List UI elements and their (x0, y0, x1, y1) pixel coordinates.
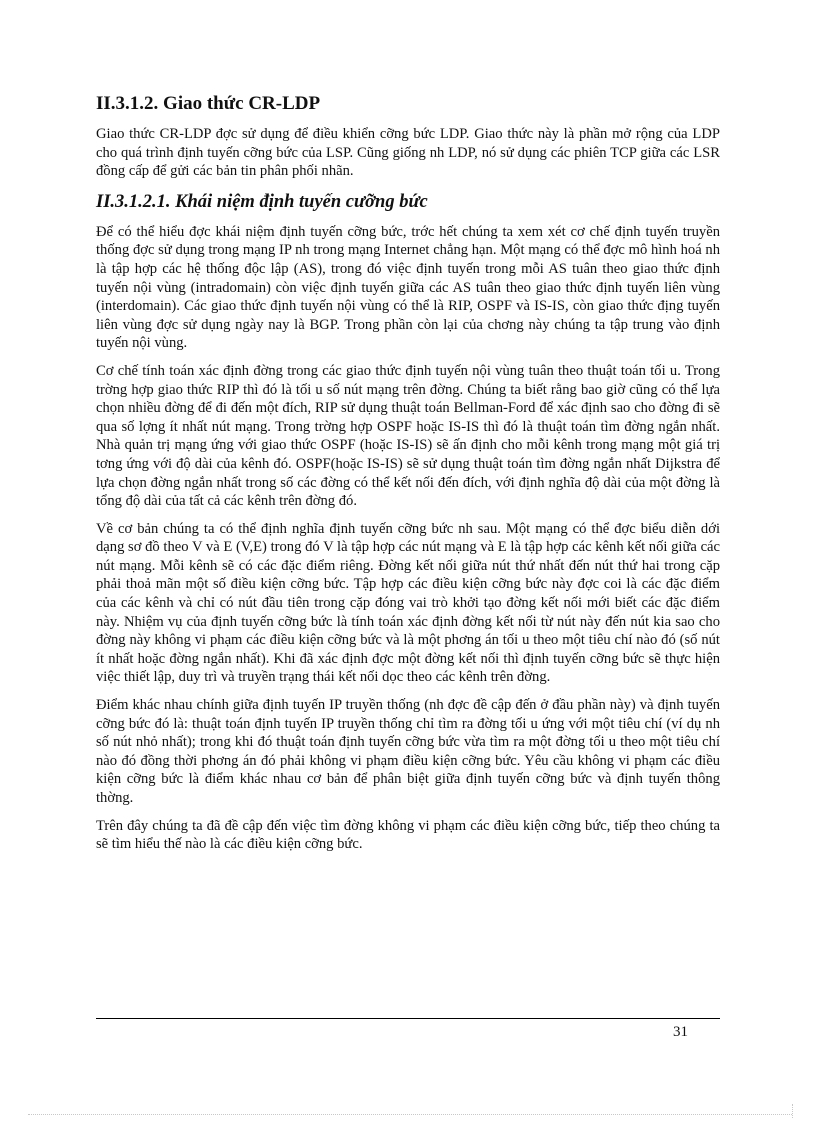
paragraph-conclusion: Trên đây chúng ta đã đề cập đến việc tìm đờng không vi phạm các điều kiện cỡng bức, tiếp theo chúng ta sẽ tìm hiểu thế nào là các điều kiện cỡng bức. (96, 817, 720, 853)
paragraph-traditional-routing: Để có thể hiểu đợc khái niệm định tuyến cỡng bức, trớc hết chúng ta xem xét cơ chế định tuyến truyền thống đợc sử dụng trong mạng IP nh trong mạng Internet chẳng hạn. Một mạng có thể đợc mô hình hoá nh là tập hợp các hệ thống độc lập (AS), trong đó việc định tuyến trong mỗi AS tuân theo giao thức định tuyến nội vùng (intradomain) còn việc định tuyến giữa các AS tuân theo giao thức định tuyến liên vùng (interdomain). Các giao thức định tuyến nội vùng có thể là RIP, OSPF và IS-IS, còn giao thức địng tuyến liên vùng đợc sử dụng ngày nay là BGP. Trong phần còn lại của chơng này chúng ta tập trung vào định tuyến nội vùng. (96, 223, 720, 352)
document-page (96, 92, 720, 863)
paragraph-difference: Điểm khác nhau chính giữa định tuyến IP truyền thống (nh đợc đề cập đến ở đầu phần này) và định tuyến cỡng bức đó là: thuật toán định tuyến IP truyền thống chỉ tìm ra đờng tối u ứng với một tiêu chí (ví dụ nh số nút nhỏ nhất); trong khi đó thuật toán định tuyến cỡng bức vừa tìm ra một đờng tối u theo một tiêu chí nào đó đồng thời phơng án đó phải không vi phạm điều kiện cỡng bức. Yêu cầu không vi phạm các điều kiện cỡng bức là điểm khác nhau cơ bản để phân biệt giữa định tuyến cỡng bức và định tuyến thông thờng. (96, 697, 720, 806)
page-number: 31 (673, 1024, 688, 1040)
paragraph-path-computation: Cơ chế tính toán xác định đờng trong các giao thức định tuyến nội vùng tuân theo thuật toán tối u. Trong trờng hợp giao thức RIP thì đó là tối u số nút mạng trên đờng. Chúng ta biết rằng bao giờ cũng có thể lựa chọn nhiều đờng để đi đến một đích, RIP sử dụng thuật toán Bellman-Ford để xác định sao cho đờng đi sẽ qua số lợng ít nhất nút mạng. Trong trờng hợp OSPF hoặc IS-IS thì đó là thuật toán tìm đờng ngắn nhất. Nhà quản trị mạng ứng với giao thức OSPF (hoặc IS-IS) sẽ ấn định cho mỗi kênh trong mạng một giá trị tơng ứng với độ dài của kênh đó. OSPF(hoặc IS-IS) sẽ sử dụng thuật toán tìm đờng ngắn nhất Dijkstra để lựa chọn đờng ngắn nhất trong số các đờng có thể kết nối đến đích, với định nghĩa độ dài của một đờng là tổng độ dài của tất cả các kênh trên đờng đó. (96, 362, 720, 510)
page-corner-edge (792, 1104, 793, 1118)
page-bottom-edge (28, 1114, 792, 1115)
paragraph-intro: Giao thức CR-LDP đợc sử dụng để điều khiển cỡng bức LDP. Giao thức này là phần mở rộng của LDP cho quá trình định tuyến cỡng bức của LSP. Cũng giống nh LDP, nó sử dụng các phiên TCP giữa các LSR đồng cấp để gửi các bản tin phân phối nhãn. (96, 126, 720, 180)
subsection-heading: II.3.1.2.1. Khái niệm định tuyến cưỡng bức (96, 191, 428, 212)
footer-divider (96, 1018, 720, 1019)
paragraph-definition: Về cơ bản chúng ta có thể định nghĩa định tuyến cỡng bức nh sau. Một mạng có thể đợc biểu diễn dới dạng sơ đồ theo V và E (V,E) trong đó V là tập hợp các nút mạng và E là tập hợp các kênh kết nối giữa các nút mạng. Mỗi kênh sẽ có các đặc điểm riêng. Đờng kết nối giữa nút thứ nhất đến nút thứ hai trong cặp phải thoả mãn một số điều kiện cỡng bức. Tập hợp các điều kiện cỡng bức này đợc coi là các đặc điểm của các kênh và chỉ có nút đầu tiên trong cặp đóng vai trò khởi tạo đờng kết nối mới biết các đặc điểm này. Nhiệm vụ của định tuyến cỡng bức là tính toán xác định đờng kết nối từ nút này đến nút kia sao cho đờng này không vi phạm các điều kiện cỡng bức và là một phơng án tối u theo một tiêu chí nào đó (số nút ít nhất hoặc đờng ngắn nhất). Khi đã xác định đợc một đờng kết nối thì định tuyến cỡng bức sẽ thực hiện việc thiết lập, duy trì và truyền trạng thái kết nối dọc theo các kênh trên đờng. (96, 520, 720, 686)
section-heading: II.3.1.2. Giao thức CR-LDP (96, 93, 321, 114)
